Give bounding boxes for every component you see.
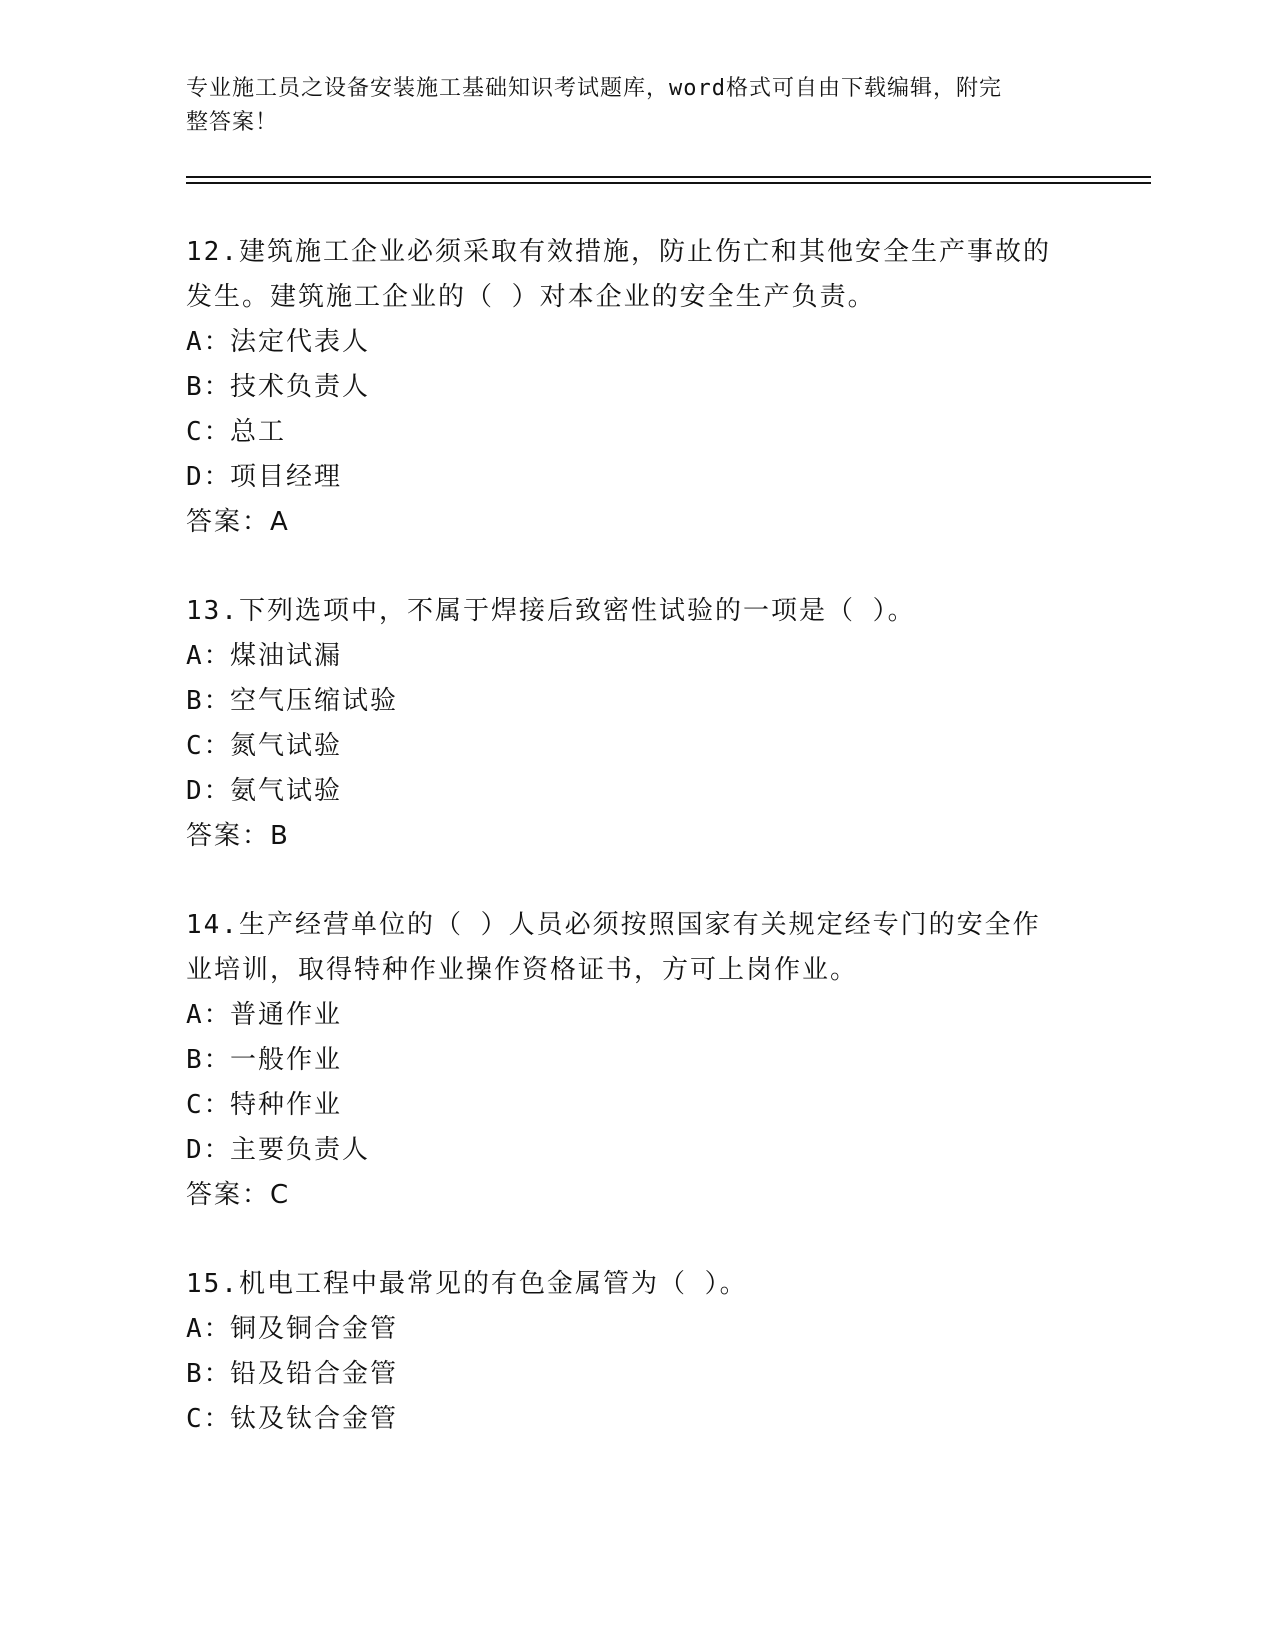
answer-option: [186, 320, 1086, 365]
option-key: B：: [186, 1045, 232, 1075]
option-key: A：: [186, 327, 232, 357]
option-text: 项目经理: [230, 462, 343, 492]
option-text: 主要负责人: [230, 1135, 371, 1165]
question-block: [186, 230, 1086, 545]
option-key: D：: [186, 462, 232, 492]
answer-option: [186, 1307, 1086, 1352]
answer-option: [186, 1083, 1086, 1128]
question-stem: 15.机电工程中最常见的有色金属管为（ ）。: [186, 1269, 748, 1299]
answer-value: C: [270, 1180, 289, 1210]
answer-option: [186, 679, 1086, 724]
answer-option: [186, 1397, 1086, 1442]
option-key: D：: [186, 1135, 232, 1165]
question-list: [186, 230, 1086, 1486]
option-key: A：: [186, 641, 232, 671]
header-divider-top: [186, 176, 1151, 178]
option-text: 煤油试漏: [230, 641, 343, 671]
question-stem: 业培训，取得特种作业操作资格证书，方可上岗作业。: [186, 955, 859, 985]
question-stem: 14.生产经营单位的（ ）人员必须按照国家有关规定经专门的安全作: [186, 910, 1041, 940]
option-text: 铜及铜合金管: [230, 1314, 399, 1344]
option-key: C：: [186, 731, 232, 761]
header-line-2: 整答案！: [186, 110, 279, 135]
document-header: [186, 72, 1066, 140]
option-key: C：: [186, 1090, 232, 1120]
question-block: [186, 589, 1086, 859]
question-stem: 12.建筑施工企业必须采取有效措施，防止伤亡和其他安全生产事故的: [186, 237, 1051, 267]
option-text: 法定代表人: [230, 327, 371, 357]
option-text: 总工: [230, 417, 287, 447]
option-text: 一般作业: [230, 1045, 343, 1075]
answer-option: [186, 1038, 1086, 1083]
option-text: 特种作业: [230, 1090, 343, 1120]
answer-label: 答案：: [186, 507, 271, 537]
answer-option: [186, 724, 1086, 769]
answer-option: [186, 993, 1086, 1038]
question-stem: 13.下列选项中，不属于焊接后致密性试验的一项是（ ）。: [186, 596, 916, 626]
answer-value: B: [270, 821, 288, 851]
option-text: 氨气试验: [230, 776, 343, 806]
option-key: B：: [186, 372, 232, 402]
answer-value: A: [270, 507, 288, 537]
question-block: [186, 903, 1086, 1218]
answer-option: [186, 769, 1086, 814]
answer-option: [186, 1352, 1086, 1397]
option-text: 钛及钛合金管: [230, 1404, 399, 1434]
answer-option: [186, 634, 1086, 679]
option-key: A：: [186, 1314, 232, 1344]
option-key: B：: [186, 686, 232, 716]
answer-label: 答案：: [186, 821, 271, 851]
option-text: 空气压缩试验: [230, 686, 399, 716]
option-text: 铅及铅合金管: [230, 1359, 399, 1389]
option-text: 氮气试验: [230, 731, 343, 761]
header-divider-bottom: [186, 182, 1151, 184]
option-key: C：: [186, 1404, 232, 1434]
question-stem: 发生。建筑施工企业的（ ）对本企业的安全生产负责。: [186, 282, 876, 312]
answer-line: [186, 500, 1086, 545]
option-text: 技术负责人: [230, 372, 371, 402]
answer-line: [186, 814, 1086, 859]
option-key: A：: [186, 1000, 232, 1030]
answer-option: [186, 365, 1086, 410]
answer-option: [186, 455, 1086, 500]
question-block: [186, 1262, 1086, 1442]
header-line-1: 专业施工员之设备安装施工基础知识考试题库，word格式可自由下载编辑，附完: [186, 76, 1002, 101]
option-key: C：: [186, 417, 232, 447]
answer-line: [186, 1173, 1086, 1218]
answer-option: [186, 410, 1086, 455]
answer-option: [186, 1128, 1086, 1173]
option-key: B：: [186, 1359, 232, 1389]
answer-label: 答案：: [186, 1180, 271, 1210]
option-key: D：: [186, 776, 232, 806]
option-text: 普通作业: [230, 1000, 343, 1030]
